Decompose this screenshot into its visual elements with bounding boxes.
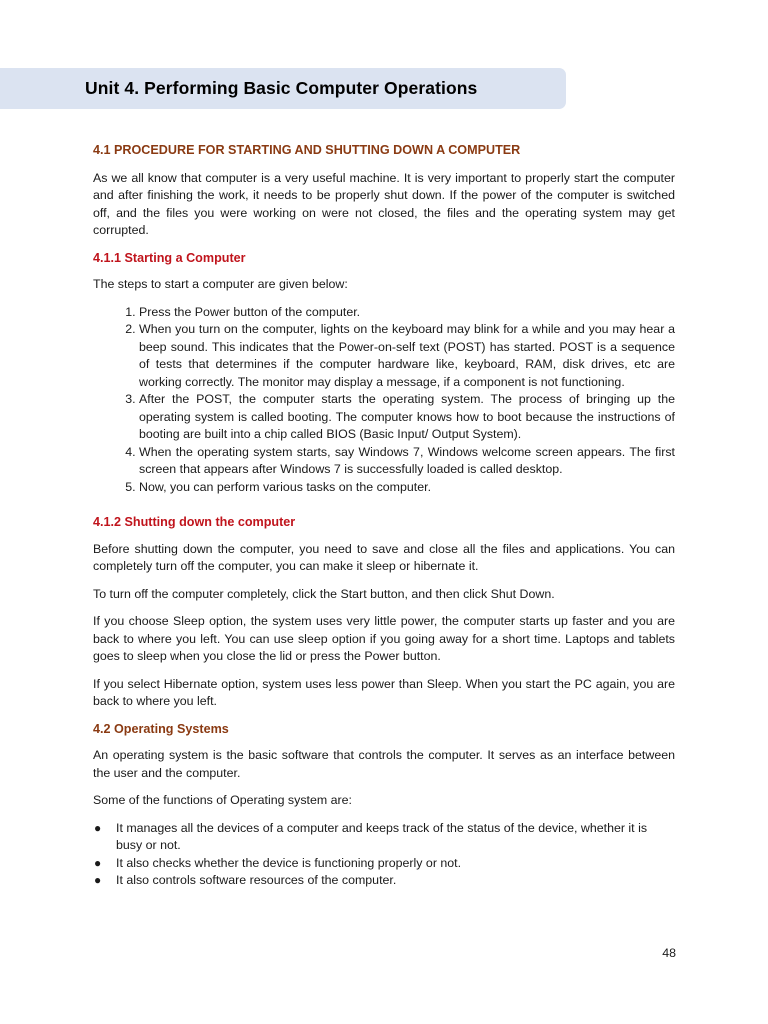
list-item [94, 855, 675, 873]
shutdown-paragraph: Before shutting down the computer, you need to save and close all the files and applications. You can completely turn off the computer, you can make it sleep or hibernate it. [93, 541, 675, 573]
list-item [94, 820, 675, 855]
list-item: 5. Now, you can perform various tasks on the computer. [139, 479, 675, 497]
list-item-text: It also controls software resources of the computer. [116, 873, 397, 887]
list-item [94, 872, 675, 890]
unit-title: Unit 4. Performing Basic Computer Operations [85, 78, 478, 98]
shutdown-paragraph: If you select Hibernate option, system uses less power than Sleep. When you start the PC again, you are back to where you left. [93, 676, 675, 708]
bullet-icon: ● [94, 820, 102, 835]
list-item-text: It also checks whether the device is functioning properly or not. [116, 855, 462, 870]
start-steps-list [93, 304, 675, 497]
bullet-icon: ● [94, 873, 102, 887]
section-heading-4-1: 4.1 PROCEDURE FOR STARTING AND SHUTTING DOWN A COMPUTER [93, 143, 521, 157]
steps-intro: The steps to start a computer are given below: [93, 277, 348, 291]
section-4-1-intro: As we all know that computer is a very useful machine. It is very important to properly start the computer and after finishing the work, it needs to be properly shut down. If the power of the computer is switched off, and the files you were working on were not closed, the files and the operating system may get corrupted. [93, 170, 675, 237]
list-item: 3. After the POST, the computer starts the operating system. The process of bringing up the operating system is called booting. The computer knows how to boot because the instructions of booting are built into a chip called BIOS (Basic Input/ Output System). [139, 391, 675, 444]
os-functions-list [93, 820, 675, 890]
spacer [93, 506, 675, 514]
list-item-text: It manages all the devices of a computer and keeps track of the status of the device, whether it is busy or not. [116, 820, 648, 852]
page-content [93, 142, 675, 890]
list-item: 4. When the operating system starts, say Windows 7, Windows welcome screen appears. The first screen that appears after Windows 7 is successfully loaded is called desktop. [139, 444, 675, 479]
subsection-heading-4-1-1: 4.1.1 Starting a Computer [93, 250, 246, 265]
list-item: 2. When you turn on the computer, lights on the keyboard may blink for a while and you may hear a beep sound. This indicates that the Power-on-self text (POST) has started. POST is a sequence of tests that determines if the computer hardware like, keyboard, RAM, disk drives, etc are working correctly. The monitor may display a message, if a component is not functioning. [139, 321, 675, 391]
page-number: 48 [662, 946, 676, 960]
unit-banner [0, 68, 566, 109]
shutdown-paragraph: If you choose Sleep option, the system uses very little power, the computer starts up faster and you are back to where you left. You can use sleep option if you going away for a short time. Laptops and tablets goes to sleep when you close the lid or press the Power button. [93, 614, 675, 663]
bullet-icon: ● [94, 855, 102, 870]
os-functions-intro: Some of the functions of Operating system are: [93, 793, 352, 807]
list-item: 1. Press the Power button of the computer. [139, 304, 675, 322]
shutdown-paragraph: To turn off the computer completely, click the Start button, and then click Shut Down. [93, 586, 555, 601]
os-intro: An operating system is the basic software that controls the computer. It serves as an interface between the user and the computer. [93, 748, 675, 780]
subsection-heading-4-1-2: 4.1.2 Shutting down the computer [93, 515, 296, 529]
section-heading-4-2: 4.2 Operating Systems [93, 721, 229, 736]
